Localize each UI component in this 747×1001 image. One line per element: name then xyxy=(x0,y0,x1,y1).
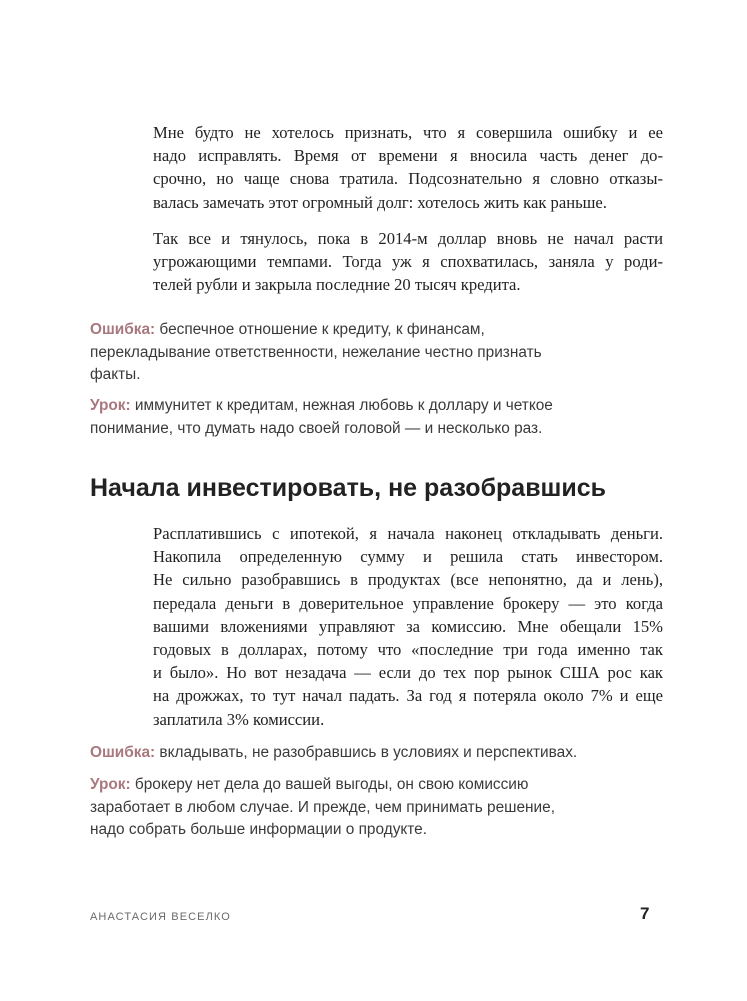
paragraph-line: передала деньги в доверительное управление брокеру — это когда xyxy=(153,593,663,613)
page-number: 7 xyxy=(640,904,650,923)
body-paragraph-3 xyxy=(153,522,663,731)
body-paragraph-1 xyxy=(153,121,663,214)
section-heading: Начала инвестировать, не разобравшись xyxy=(90,474,607,502)
note-text: беспечное отношение к кредиту, к финансам, xyxy=(155,321,485,338)
note-line: понимание, что думать надо своей головой — и несколько раз. xyxy=(90,419,543,437)
paragraph-line: заплатила 3% комиссии. xyxy=(153,709,325,729)
lesson-label: Урок: xyxy=(90,776,131,793)
paragraph-line: годовых в долларах, потому что «последние три года именно так xyxy=(153,640,663,660)
note-text: иммунитет к кредитам, нежная любовь к доллару и четкое xyxy=(130,397,553,414)
note-line: факты. xyxy=(90,366,141,383)
lesson-label: Урок: xyxy=(90,397,131,414)
note-line: заработает в любом случае. И прежде, чем принимать решение, xyxy=(90,798,555,816)
mistake-label: Ошибка: xyxy=(90,321,156,338)
paragraph-line: валась замечать этот огромный долг: хотелось жить как раньше. xyxy=(153,192,607,212)
mistake-note-1 xyxy=(90,319,690,387)
paragraph-line: срочно, но чаще снова тратила. Подсознательно я словно отказы- xyxy=(153,169,663,189)
paragraph-line: на дрожжах, то тут начал падать. За год я потеряла около 7% и еще xyxy=(153,686,663,706)
note-text: брокеру нет дела до вашей выгоды, он свою комиссию xyxy=(130,776,529,793)
paragraph-line: Накопила определенную сумму и решила стать инвестором. xyxy=(153,547,663,567)
note-line: перекладывание ответственности, нежелание честно признать xyxy=(90,343,542,361)
lesson-note-2 xyxy=(90,774,690,842)
paragraph-line: и было». Но вот незадача — если до тех пор рынок США рос как xyxy=(153,663,663,683)
footer-author: АНАСТАСИЯ ВЕСЕЛКО xyxy=(90,911,231,923)
mistake-label: Ошибка: xyxy=(90,744,156,761)
paragraph-line: Расплатившись с ипотекой, я начала наконец откладывать деньги. xyxy=(153,524,663,543)
lesson-note-1 xyxy=(90,395,690,440)
note-line xyxy=(90,774,690,797)
body-paragraph-2 xyxy=(153,227,663,297)
note-line xyxy=(90,742,690,765)
note-line: надо собрать больше информации о продукте. xyxy=(90,821,428,838)
paragraph-line: вашими вложениями управляют за комиссию. Мне обещали 15% xyxy=(153,616,663,636)
paragraph-line: угрожающими темпами. Тогда уж я спохватилась, заняла у роди- xyxy=(153,252,663,272)
mistake-note-2 xyxy=(90,742,690,765)
note-line xyxy=(90,395,690,418)
paragraph-line: Не сильно разобравшись в продуктах (все непонятно, да и лень), xyxy=(153,570,663,590)
note-text: вкладывать, не разобравшись в условиях и перспективах. xyxy=(155,744,578,761)
paragraph-line: надо исправлять. Время от времени я вносила часть денег до- xyxy=(153,146,663,166)
paragraph-line: Мне будто не хотелось признать, что я совершила ошибку и ее xyxy=(153,123,663,142)
paragraph-line: Так все и тянулось, пока в 2014-м доллар вновь не начал расти xyxy=(153,229,663,248)
note-line xyxy=(90,319,690,342)
paragraph-line: телей рубли и закрыла последние 20 тысяч кредита. xyxy=(153,275,521,295)
